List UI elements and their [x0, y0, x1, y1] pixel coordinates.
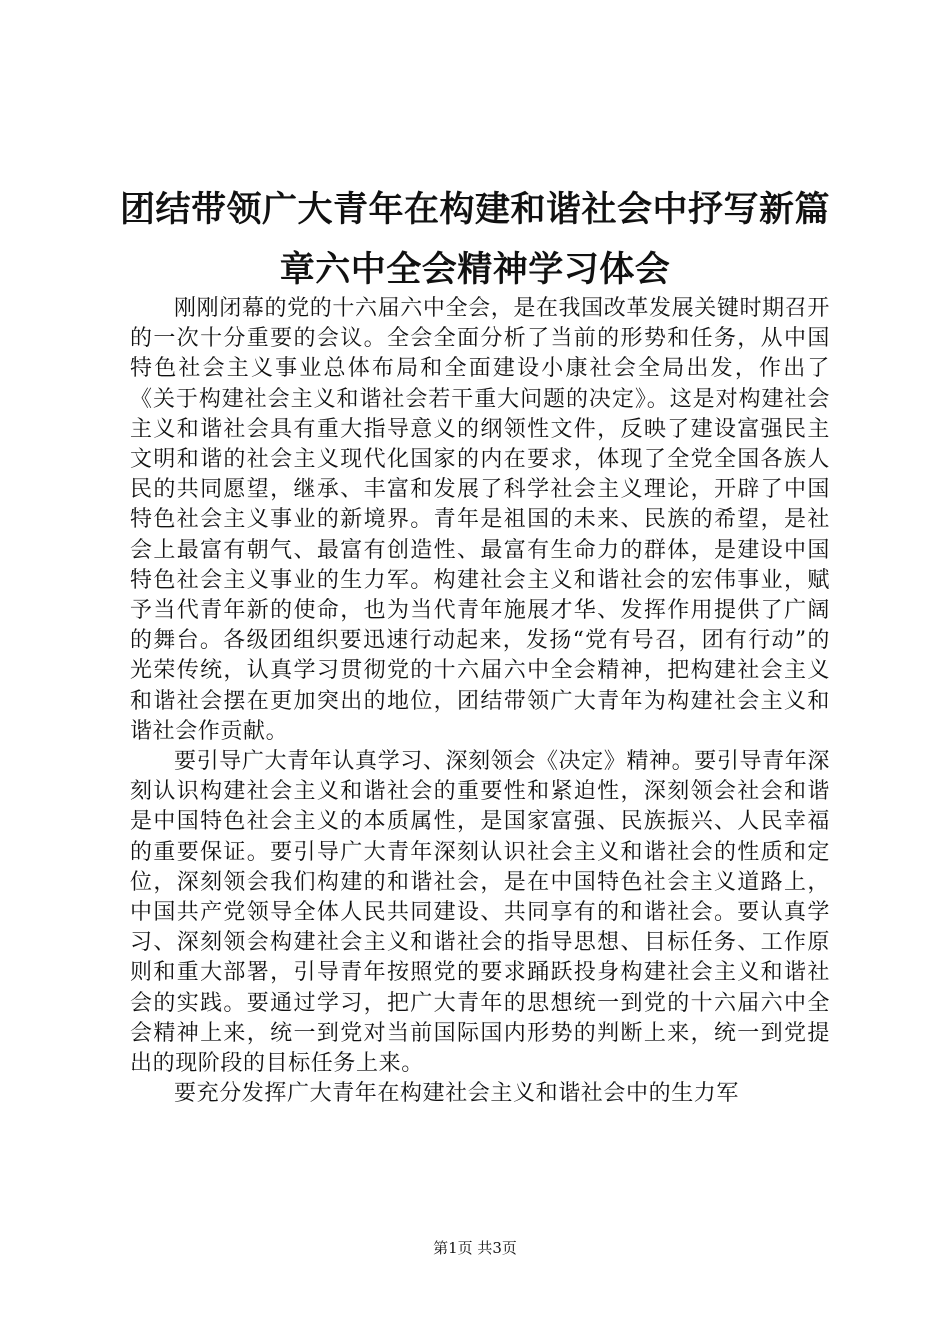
paragraph-2: 要引导广大青年认真学习、深刻领会《决定》精神。要引导青年深刻认识构建社会主义和谐社会的重要性和紧迫性，深刻领会社会和谐是中国特色社会主义的本质属性，是国家富强、民族振兴、人民幸福的重要保证。要引导广大青年深刻认识社会主义和谐社会的性质和定位，深刻领会我们构建的和谐社会，是在中国特色社会主义道路上，中国共产党领导全体人民共同建设、共同享有的和谐社会。要认真学习、深刻领会构建社会主义和谐社会的指导思想、目标任务、工作原则和重大部署，引导青年按照党的要求踊跃投身构建社会主义和谐社会的实践。要通过学习，把广大青年的思想统一到党的十六届六中全会精神上来，统一到党对当前国际国内形势的判断上来，统一到党提出的现阶段的目标任务上来。 [130, 749, 830, 1077]
paragraph-3: 要充分发挥广大青年在构建社会主义和谐社会中的生力军 [174, 1081, 740, 1107]
page-number-footer: 第1页 共3页 [433, 1239, 517, 1257]
page-title: 团结带领广大青年在构建和谐社会中抒写新篇章六中全会精神学习体会 [119, 190, 830, 290]
paragraph-1: 刚刚闭幕的党的十六届六中全会，是在我国改革发展关键时期召开的一次十分重要的会议。全会全面分析了当前的形势和任务，从中国特色社会主义事业总体布局和全面建设小康社会全局出发，作出了《关于构建社会主义和谐社会若干重大问题的决定》。这是对构建社会主义和谐社会具有重大指导意义的纲领性文件，反映了建设富强民主文明和谐的社会主义现代化国家的内在要求，体现了全党全国各族人民的共同愿望，继承、丰富和发展了科学社会主义理论，开辟了中国特色社会主义事业的新境界。青年是祖国的未来、民族的希望，是社会上最富有朝气、最富有创造性、最富有生命力的群体，是建设中国特色社会主义事业的生力军。构建社会主义和谐社会的宏伟事业，赋予当代青年新的使命，也为当代青年施展才华、发挥作用提供了广阔的舞台。各级团组织要迅速行动起来，发扬“党有号召，团有行动”的光荣传统，认真学习贯彻党的十六届六中全会精神，把构建社会主义和谐社会摆在更加突出的地位，团结带领广大青年为构建社会主义和谐社会作贡献。 [130, 296, 830, 744]
document-body [130, 294, 830, 1109]
